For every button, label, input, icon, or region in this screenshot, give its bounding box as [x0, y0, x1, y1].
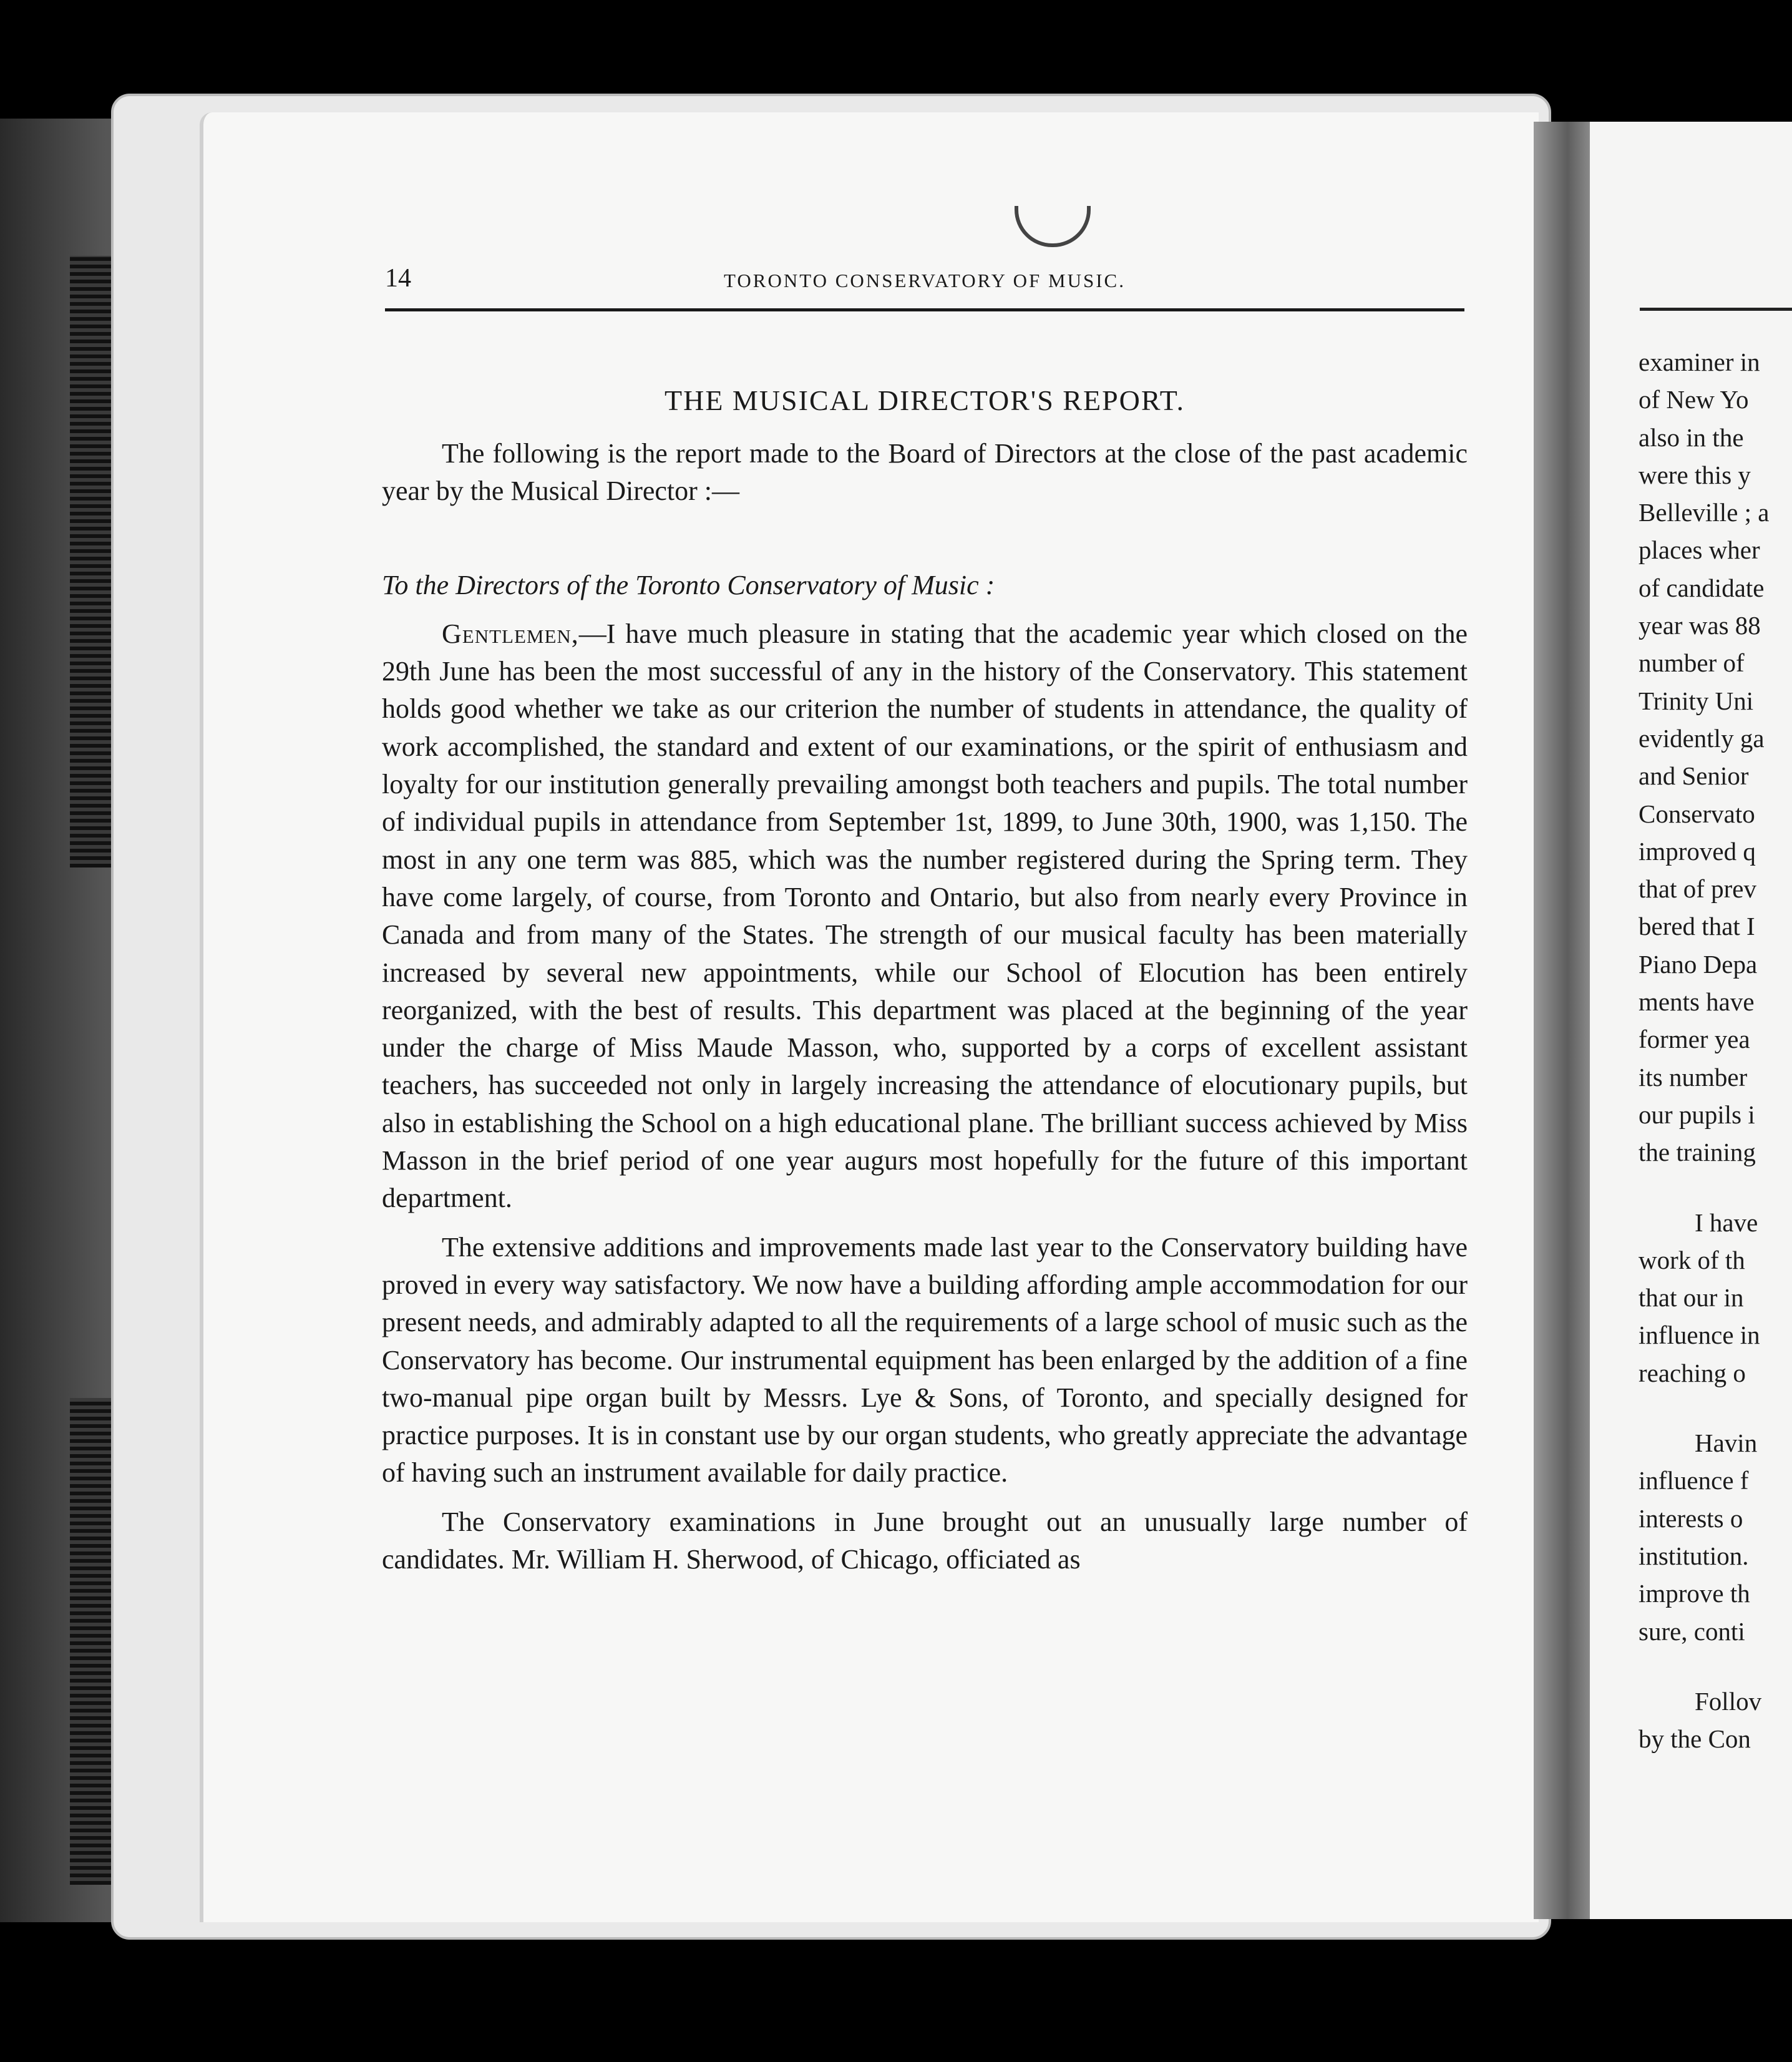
facing-head-rule [1640, 308, 1792, 311]
facing-line: influence in [1639, 1321, 1760, 1350]
running-head: TORONTO CONSERVATORY OF MUSIC. [724, 270, 1126, 291]
paragraph-2: The extensive additions and improvements made last year to the Conservatory building have proved in every way satisfactory. We now have a building affording ample accommodation for our present needs, and admirably adapted to all the requirements of a large school of music such as the Conservatory has become. Our instrumental equipment has been enlarged by the addition of a fine two-manual pipe organ built by Messrs. Lye & Sons, of Toronto, and specially designed for practice purposes. It is in constant use by our organ students, who greatly appreciate the advantage of having such an instrument available for daily practice. [382, 1231, 1468, 1488]
paragraph-1 [382, 615, 1468, 1218]
facing-line: by the Con [1639, 1724, 1751, 1754]
facing-line: were this y [1639, 460, 1751, 489]
facing-line: number of [1639, 648, 1745, 678]
facing-line: our pupils i [1639, 1100, 1755, 1129]
report-body [382, 435, 1468, 1578]
facing-line: that our in [1639, 1283, 1744, 1312]
facing-line: year was 88 [1639, 611, 1761, 640]
facing-line: sure, conti [1639, 1616, 1745, 1646]
page-number: 14 [385, 264, 411, 293]
page-header [385, 263, 1464, 307]
facing-line: of New Yo [1639, 385, 1749, 414]
salutation: To the Directors of the Toronto Conservatory of Music : [382, 569, 995, 600]
facing-line: Piano Depa [1639, 949, 1758, 979]
facing-line: and Senior [1639, 761, 1749, 791]
binder-ring-strip-top [70, 256, 114, 867]
salutation-lead: Gentlemen, [442, 618, 579, 649]
facing-line: of candidate [1639, 573, 1765, 602]
facing-line: institution. [1639, 1541, 1749, 1570]
facing-line: Havin [1695, 1429, 1758, 1458]
header-rule [385, 308, 1464, 311]
facing-line: Follov [1695, 1686, 1762, 1716]
facing-line: bered that I [1639, 912, 1755, 941]
facing-page [1590, 122, 1792, 1919]
facing-paragraph-gap [1639, 1392, 1792, 1424]
facing-line: influence f [1639, 1466, 1749, 1495]
facing-line: also in the [1639, 423, 1744, 452]
paragraph-1-text: —I have much pleasure in stating that the academic year which closed on the 29th June has been the most successful of any in the history of the Conservatory. This statement holds good whether we take as our criterion the number of students in attendance, the quality of work accomplished, the standard and extent of our examinations, or the spirit of enthusiasm and loyalty for our institution generally prevailing amongst both teachers and pupils. The total number of individual pupils in attendance from September 1st, 1899, to June 30th, 1900, was 1,150. The most in any one term was 885, which was the number registered during the Spring term. They have come largely, of course, from Toronto and Ontario, but also from nearly every Province in Canada and from many of the States. The strength of our musical faculty has been materially increased by several new appointments, while our School of Elocution has been entirely reorganized, with the best of results. This department was placed at the beginning of the year under the charge of Miss Maude Masson, who, supported by a corps of excellent assistant teachers, has succeeded not only in largely increasing the attendance of elocutionary pupils, but also in establishing the School on a high educational plane. The brilliant success achieved by Miss Masson in the brief period of one year augurs most hopefully for the future of this important department. [382, 618, 1468, 1214]
report-title: THE MUSICAL DIRECTOR'S REPORT. [665, 384, 1185, 416]
facing-line: reaching o [1639, 1358, 1746, 1387]
facing-line: places wher [1639, 535, 1760, 565]
facing-line: Trinity Uni [1639, 686, 1754, 715]
facing-line: work of th [1639, 1245, 1745, 1274]
facing-line: interests o [1639, 1503, 1743, 1533]
facing-line: Belleville ; a [1639, 498, 1770, 527]
facing-line: that of prev [1639, 874, 1756, 904]
facing-page-text [1639, 343, 1792, 1757]
facing-line: ments have [1639, 987, 1755, 1017]
intro-paragraph: The following is the report made to the Board of Directors at the close of the past academic year by the Musical Director :— [382, 438, 1468, 507]
facing-line: the training [1639, 1138, 1756, 1167]
paragraph-3: The Conservatory examinations in June brought out an unusually large number of candidates. Mr. William H. Sherwood, of Chicago, officiated as [382, 1506, 1468, 1575]
facing-line: improved q [1639, 836, 1756, 866]
facing-line: examiner in [1639, 348, 1760, 376]
clip-mark [1015, 206, 1091, 247]
facing-line: its number [1639, 1062, 1748, 1092]
facing-line: Conservato [1639, 799, 1755, 828]
facing-paragraph-gap [1639, 1171, 1792, 1204]
facing-line: I have [1695, 1208, 1758, 1237]
binder-ring-strip-bottom [70, 1398, 114, 1885]
facing-line: evidently ga [1639, 723, 1765, 753]
facing-line: improve th [1639, 1579, 1750, 1608]
book-gutter [1534, 122, 1590, 1919]
facing-line: former yea [1639, 1025, 1750, 1054]
facing-paragraph-gap [1639, 1650, 1792, 1683]
